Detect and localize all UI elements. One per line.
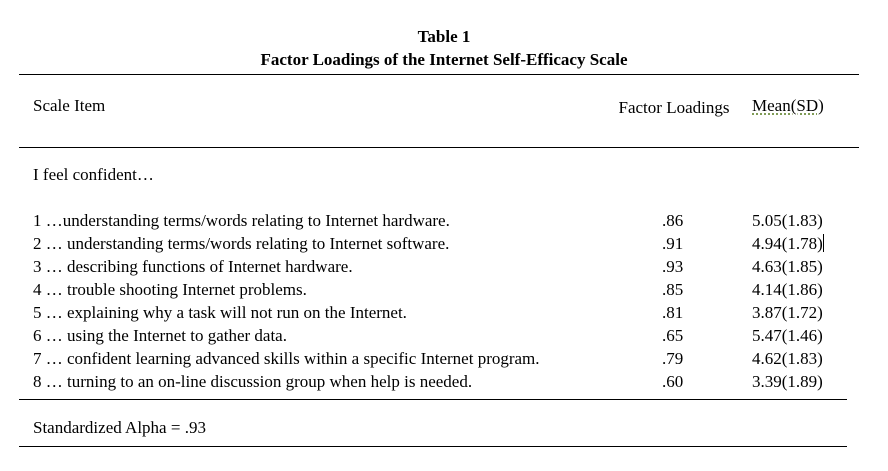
row-mean-sd: 4.14(1.86): [752, 280, 823, 299]
intro-text: I feel confident…: [33, 165, 154, 184]
table-row: [0, 257, 888, 280]
row-loading: .81: [662, 303, 684, 322]
row-item: 3 … describing functions of Internet hardware.: [33, 257, 353, 276]
table-row: [0, 211, 888, 234]
row-loading: .65: [662, 326, 684, 345]
body-rule: [19, 399, 847, 400]
row-mean-sd: 4.94(1.78): [752, 234, 823, 253]
row-item: 6 … using the Internet to gather data.: [33, 326, 287, 345]
column-header-factor-loadings: Factor Loadings: [618, 98, 730, 117]
table-row: [0, 234, 888, 257]
row-loading: .86: [662, 211, 684, 230]
row-loading: .93: [662, 257, 684, 276]
row-item: 1 …understanding terms/words relating to Internet hardware.: [33, 211, 450, 230]
row-mean-sd-with-caret[interactable]: [752, 234, 824, 254]
standardized-alpha: Standardized Alpha = .93: [33, 418, 206, 437]
row-loading: .85: [662, 280, 684, 299]
row-mean-sd: 5.47(1.46): [752, 326, 823, 345]
row-item: 2 … understanding terms/words relating to Internet software.: [33, 234, 450, 253]
row-item: 4 … trouble shooting Internet problems.: [33, 280, 307, 299]
row-item: 5 … explaining why a task will not run on the Internet.: [33, 303, 407, 322]
row-mean-sd: 3.87(1.72): [752, 303, 823, 322]
row-mean-sd: 4.62(1.83): [752, 349, 823, 368]
row-item: 8 … turning to an on-line discussion group when help is needed.: [33, 372, 473, 391]
row-loading: .79: [662, 349, 684, 368]
table-number: Table 1: [417, 27, 471, 46]
column-header-mean-sd: Mean(SD): [752, 96, 824, 115]
row-loading: .91: [662, 234, 684, 253]
table-title: Factor Loadings of the Internet Self-Efficacy Scale: [260, 50, 628, 69]
bottom-rule: [19, 446, 847, 447]
row-mean-sd: 4.63(1.85): [752, 257, 823, 276]
row-item: 7 … confident learning advanced skills within a specific Internet program.: [33, 349, 540, 368]
top-rule: [19, 74, 859, 75]
table-row: [0, 349, 888, 372]
table-row: [0, 326, 888, 349]
header-rule: [19, 147, 859, 148]
table-row: [0, 303, 888, 326]
table-row: [0, 372, 888, 395]
row-mean-sd: 5.05(1.83): [752, 211, 823, 230]
text-cursor-icon: [823, 234, 824, 252]
row-mean-sd: 3.39(1.89): [752, 372, 823, 391]
row-loading: .60: [662, 372, 684, 391]
column-header-scale-item: Scale Item: [33, 96, 106, 115]
table-row: [0, 280, 888, 303]
